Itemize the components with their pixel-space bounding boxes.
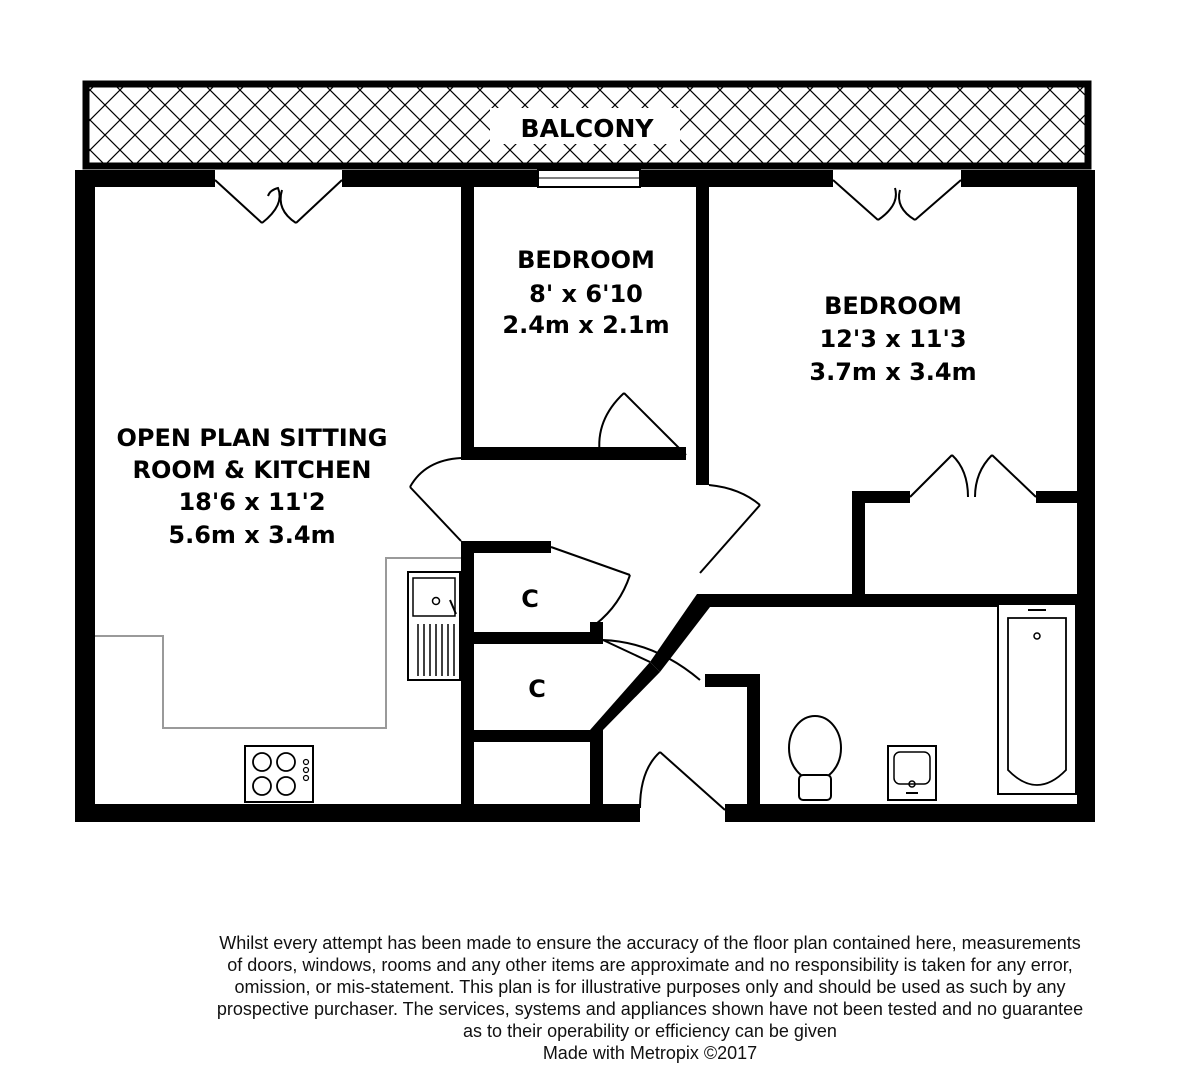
- disclaimer-line: omission, or mis-statement. This plan is for illustrative purposes only and should be used as such by any: [234, 977, 1066, 997]
- bedroom-small-name: BEDROOM: [517, 246, 655, 274]
- sitting-room-name-line1: OPEN PLAN SITTING: [116, 424, 388, 452]
- disclaimer-line: of doors, windows, rooms and any other items are approximate and no responsibility is taken for any error,: [227, 955, 1073, 975]
- basin: [888, 746, 936, 800]
- disclaimer-line: prospective purchaser. The services, systems and appliances shown have not been tested and no guarantee: [216, 999, 1084, 1019]
- disclaimer-line: Whilst every attempt has been made to ensure the accuracy of the floor plan contained here, measurements: [219, 933, 1081, 953]
- kitchen-worktop: [95, 558, 461, 728]
- window: [538, 170, 640, 187]
- sitting-room-metric: 5.6m x 3.4m: [168, 521, 336, 549]
- disclaimer-line: as to their operability or efficiency can be given: [463, 1021, 837, 1041]
- bedroom-large-imperial: 12'3 x 11'3: [819, 325, 967, 353]
- sitting-room-imperial: 18'6 x 11'2: [178, 488, 326, 516]
- credit: Made with Metropix ©2017: [542, 1043, 758, 1063]
- label-bedroom-small: [502, 246, 669, 339]
- balcony: [86, 84, 1088, 166]
- door-swings: [215, 180, 1036, 810]
- sitting-room-name-line2: ROOM & KITCHEN: [132, 456, 372, 484]
- cupboard-upper-label: C: [521, 585, 539, 613]
- disclaimer: [130, 932, 1170, 1064]
- balcony-label: BALCONY: [520, 114, 654, 143]
- hob: [245, 746, 313, 802]
- toilet: [789, 716, 841, 800]
- bedroom-large-name: BEDROOM: [824, 292, 962, 320]
- bedroom-small-imperial: 8' x 6'10: [529, 280, 643, 308]
- bedroom-large-metric: 3.7m x 3.4m: [809, 358, 977, 386]
- bedroom-small-metric: 2.4m x 2.1m: [502, 311, 670, 339]
- cupboard-lower-label: C: [528, 675, 546, 703]
- label-sitting-room: [117, 424, 388, 549]
- bathtub: [998, 604, 1076, 794]
- kitchen-sink: [408, 572, 460, 680]
- label-bedroom-large: [809, 292, 976, 386]
